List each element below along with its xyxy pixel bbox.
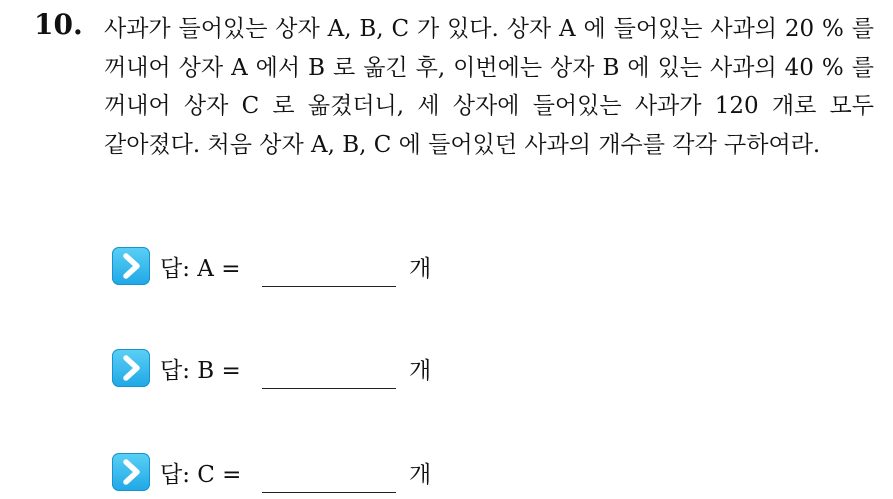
answer-label-b: 답: B = xyxy=(160,358,241,384)
chevron-right-icon xyxy=(112,247,150,285)
answer-label-c: 답: C = xyxy=(160,462,242,488)
answer-label-a: 답: A = xyxy=(160,256,241,282)
problem-number: 10. xyxy=(34,8,83,41)
answer-blank-a[interactable] xyxy=(262,286,396,287)
chevron-right-icon xyxy=(112,349,150,387)
answer-blank-c[interactable] xyxy=(262,492,396,493)
answer-unit-c: 개 xyxy=(409,462,432,488)
answer-blank-b[interactable] xyxy=(262,388,396,389)
answer-row-b xyxy=(112,348,532,388)
answer-unit-a: 개 xyxy=(409,256,432,282)
answer-unit-b: 개 xyxy=(409,358,432,384)
answer-row-a xyxy=(112,246,532,286)
problem-text: 사과가 들어있는 상자 A, B, C 가 있다. 상자 A 에 들어있는 사과의 20 % 를 꺼내어 상자 A 에서 B 로 옮긴 후, 이번에는 상자 B 에 있는 사과의 40 % 를 꺼내어 상자 C 로 옮겼더니, 세 상자에 들어있는 사과가 120 개로 모두 같아졌다. 처음 상자 A, B, C 에 들어있던 사과의 개수를 각각 구하여라. xyxy=(104,16,874,158)
answer-row-c xyxy=(112,452,532,492)
chevron-right-icon xyxy=(112,453,150,491)
